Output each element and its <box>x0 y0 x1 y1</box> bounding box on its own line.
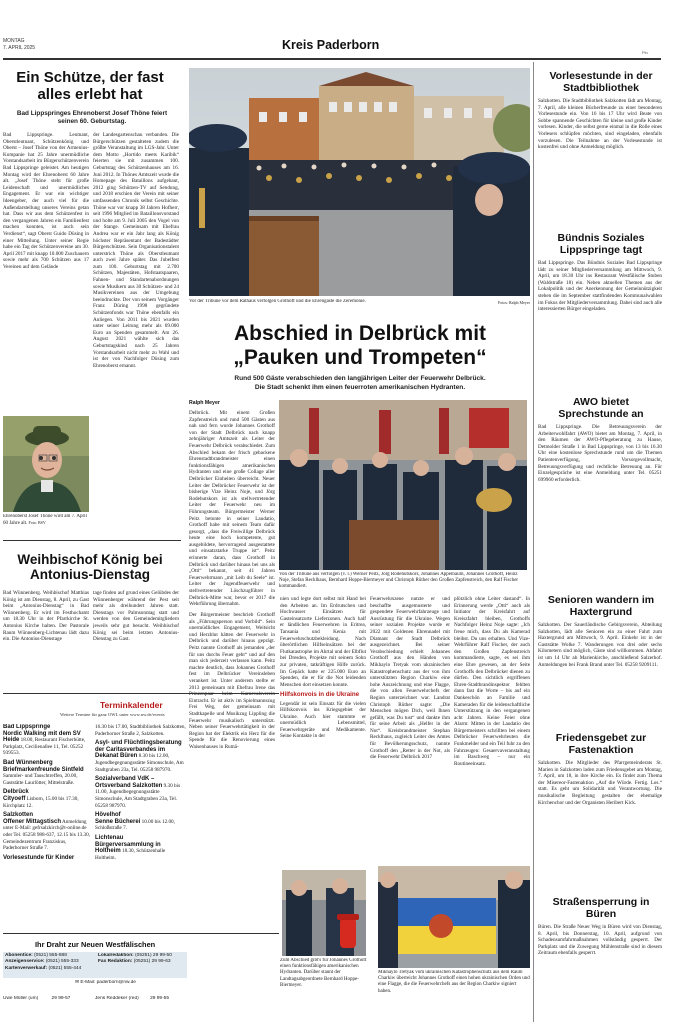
contact-label: Anzeigenservice: <box>5 959 45 965</box>
page-code: Pin <box>642 50 648 55</box>
weihbischof-col2: tage finden auf grund eines Gelübdes der Wünnenberger während der Pest seit mehr als dreihundert Jahren statt. Dienstags vor Palmsonntag statt und werden von den Gemeindemitgliedern jeweils sehr gut besucht. Weihbischof König sei beim letzten Antonius-Dienstag zu Gast. <box>93 590 179 643</box>
schuetze-headline: Ein Schütze, der fast alles erlebt hat <box>16 70 164 103</box>
delbrueck-subhead-2: Die Stadt schenkt ihm einen feuerroten amerikanischen Hydranten. <box>254 384 466 391</box>
termin-item-title: Cityoeff <box>3 795 26 802</box>
termin-left-col <box>3 724 91 924</box>
contact-col2 <box>98 953 186 966</box>
termin-item <box>3 789 91 809</box>
termin-item-place: Delbrück <box>3 789 29 796</box>
header-rule <box>3 58 661 60</box>
section-title: Kreis Paderborn <box>282 38 380 52</box>
termin-item-place: Salzkotten <box>3 812 34 819</box>
termin-item-place: Bad Lippspringe <box>3 724 51 730</box>
termin-item <box>3 724 91 757</box>
contact-label: Lokalredaktion: <box>98 953 134 958</box>
contact-email <box>75 980 136 985</box>
contact-value: (0521) 555-333 <box>45 959 79 965</box>
termin-item-title: Nordic Walking mit dem SV Heide <box>3 730 81 744</box>
awo-headline: AWO bietet Sprechstunde an <box>558 396 644 420</box>
main-photo-caption: Vor der Tribüne vor dem Rathaus verfolgen Grothoff und die Ehrengäste die Zeremonie. <box>189 299 366 304</box>
delbrueck-subhead-1: Rund 500 Gäste verabschieden den langjährigen Leiter der Feuerwehr Delbrück. <box>234 375 486 382</box>
ukraine-caption: Mikhaylo Tretyak vom ukrainischen Katastrophenschutz aus dem Raum Charkiw überreicht Johannes Grothoff einen hohen ukrainischen Orden und eine Flagge, die die Feuerwehrchefs aus der Region Charkiw signiert haben. <box>378 970 530 994</box>
termin-item-title: Offener Mittagstisch <box>3 818 62 825</box>
schuetze-bottom-rule <box>3 540 181 541</box>
termin-item-text: 8.30 bis 12.00, Jugendbegegnungsstätte Simonschule, Am Stadtgraben 23a, Tel. 05258 987970. <box>95 753 184 773</box>
delbrueck-col3 <box>280 596 366 846</box>
contact-label: Abonentice: <box>5 953 33 958</box>
termin-item <box>95 842 187 862</box>
termin-item-text: 18.00, Restaurant Fischerhütte, Parkplatz, Cecilienallee 11, Tel. 05252 939553. <box>3 737 86 757</box>
staff-name: Uwe Müller (um) <box>3 996 39 1001</box>
hydrant-caption: Zum Abschied gibt's für Johannes Grothoff einen funktionsfähigen amerikanischen Hydranten. Darüber staunt der Landtagsabgeordnete Bernhard Hoppe-Biermeyer. <box>280 958 367 988</box>
portrait-caption <box>3 514 89 528</box>
termin-item <box>3 812 91 852</box>
contact-label: Kartenverwerkauf: <box>5 965 48 971</box>
senioren-text: Salzkotten. Der Sauerländische Gebirgsverein, Abteilung Salzkotten, lädt alle Senioren ein zu einer Fahrt zum Haxtergrund am Mittwoch, 9. April. Einkehr ist in der Gaststätte Wolke 7. Wanderungen von drei oder sechs Kilometern sind möglich, Gäste sind willkommen. Abfahrt ist um 14 Uhr ab Marienkirche, anschließend Salzerhof. Anmeldungen bei Frank Brand unter Tel. 05258 9209111. <box>538 622 662 668</box>
footer-staff-mid <box>95 996 169 1001</box>
termin-item-text: Lisborn, 15.00 bis 17.30, Kirchplatz 12. <box>3 795 79 809</box>
header-date: 7. APRIL 2025 <box>3 45 36 51</box>
contact-value: (05251) 29 99-50 <box>135 953 172 958</box>
termin-title: Terminkalender <box>100 700 163 710</box>
header-day: MONTAG <box>3 38 25 44</box>
termin-item-text: 9.30 bis 11.00, Jugendbegegnungsstätte Simonschule, Am Stadtgraben 23a, Tel. 05258 987970. <box>95 782 181 809</box>
strasse-headline: Straßensperrung in Büren <box>552 896 650 920</box>
buendnis-headline: Bündnis Soziales Lippspringe tagt <box>557 232 645 256</box>
contact-value: (05251) 29 99-63 <box>133 959 171 965</box>
delbrueck-headline-2: „Pauken und Trompeten“ <box>233 346 487 369</box>
ukraine-photo <box>378 866 530 968</box>
termin-item-text: 18.30, Schützenhalle Holtheim. <box>95 848 166 861</box>
contact-value: (0521) 555-888 <box>34 953 67 958</box>
termin-item-title: Bürgerversammlung in Holtheim <box>95 841 161 855</box>
vorlese-text: Salzkotten. Die Stadtbibliothek Salzkotten lädt am Montag, 7. April, alle kleinen Bücherfreunde zu einer besonderen Vorlesestunde ein. Von 16 bis 17 Uhr wird Beate von Sobbe spannende Geschichten für kleine und große Kinder vorlesen. Kinder, die selbst gerne einmal in die Rolle eines Vorlesers schlüpfen möchten, sind eingeladen, ebenfalls vorzulesen. Die Teilnahme an der Vorlesestunde ist kostenfrei und ohne Anmeldung möglich. <box>538 98 662 151</box>
termin-subtitle: Weitere Termine für ganz OWL unter www.nw.de/events <box>60 712 165 717</box>
footer-staff-left <box>3 996 70 1001</box>
friedens-text: Salzkotten. Die Mitglieder des Pfarrgemeinderats St. Marien in Salzkotten laden zum Friedensgebet am Montag, 7. April, um 18, in ihre Kirche ein. Es findet zum Thema der Misereor-Fastenaktion „Auf die Würde. Fertig. Los.“ statt. Es geht um Solidarität und Verantwortung. Die musikalische Begleitung gestalten der ehemalige Kirchenchor und der Organisten Heribert Kick. <box>538 760 662 806</box>
schuetze-col2: der Landesgartenschau verbanden. Die Bürgerschützen gestalteten zudem die größte Veranstaltung im LGS-Jahr. Unter dem Motto „Hortido meets Karibik“ feierten sie mit zusammen 100. Geburtstag des Schützenhauses am 16. Juni 2012. In Thönes Amtszeit wurde die Homepage des Bataillons aufgebaut, 2012 ging Schützen-TV auf Sendung, und 2018 erschien der Verein mit seiner umfassenden Chronik selbst Geschichte. Thöne war vor knapp 38 Jahren Hofherr, seit 1996 Mitglied im Bataillonsvorstand und holte am 9. Juli 2005 den Vogel von der Stange. Gemeinsam mit Ehefrau Andrea war er ein Jahr lang als König höchster Repräsentant der Badestädter Bürgerschützen. Sein Organisationstalent unterstrich Thöne als Oberstleutnant auch zwei Jahre später. Das Jubelfest zum 100. Geburtstag mit 2.700 Schützen, Majestäten, Hofstaatspaaren, Fahnen- und Standartenabordnungen sowie Musikern aus 30 Schützen- und 24 Musikvereinen aus der Umgebung beeindruckte. Der von seinem Vorgänger Franz Düring 1998 gegründete Schützenfonds war Thöne ebenfalls ein Anliegen. Von 2011 bis 2021 wurden unter seiner Leitung mehr als 69.000 Euro an Spenden gesammelt. Am 26. August 2021 wählte sich das Geburtstagskind nach 25 Jahren Vorstandsarbeit nicht mehr zu Wahl und ist der von Nachfolger Düsing zum Ehrenoberst ernannt. <box>93 132 179 369</box>
termin-item <box>95 819 187 832</box>
hydrant-photo <box>282 870 366 956</box>
termin-item-text: Anmeldung unter E-Mail: gefrsalzkirch@t-online.de oder Tel. 05258 988-637, 12.15 bis 13.30, Gemeindezentrum Franziskus, Paderborner Straße 7. <box>3 818 91 852</box>
main-photo-credit: Fotos: Ralph Meyer <box>498 300 530 305</box>
ceremony-photo-illustration <box>189 68 530 296</box>
next-page-button[interactable] <box>632 498 662 538</box>
tribune-photo-illustration <box>279 400 527 570</box>
hilfskonvois-subhead: Hilfskonvois in die Ukraine <box>280 691 360 699</box>
contact-label: Fax Redaktion: <box>98 959 133 965</box>
portrait-credit: Foto: BSV <box>28 520 46 526</box>
contact-email-text: E-Mail: paderborn@nw.de <box>80 980 136 985</box>
staff-name: Jens Reddeker (red) <box>95 996 139 1001</box>
termin-mid-col <box>95 724 187 924</box>
weihbischof-col1: Bad Wünnenberg. Weihbischof Matthias König ist am Dienstag, 8. April, zu Gast beim „Antonius-Dienstag“ in Bad Wünnenberg. Er wird im Festhochamt um 18.30 Uhr in der Pfarrkirche St. Antonius Kirche halten. Der Pastorale Raum Wünnenberg-Lichtenau lädt dazu ein. Die Antonius-Dienstage <box>3 590 89 643</box>
delbrueck-col5: plötzlich ohne Leiter dastand“. In Erinnerung werde „Otti“ auch als Initiator der Kreisfahrt auf Kreiszfahrt bleiben, Grothoffs Nachfolger Heinz Noje sagte: „Ich freue mich, dass Du als Kamerad bleibst. Du uns erhalten. Und Vize-Wehrführer Ralf Fischer, der auch den Großen Zapfenstreich kommandierte, sagte, es sei ihm eine Ehre gewesen, an der Seite Grothoffs den Delbrücker dienen zu dürfen. Den sichtlich ergriffenen Ehren-Stadtbrandinspektor fehlten dann fast die Worte – bis auf ein Dankeschön an Familie und Kameraden für die leidenschaftliche Unterstützung in den vergangenen acht Jahren. Keine Feier ohne Alarm: Mitten in der Laudatio des Bürgermeisters schrillten bei einem Delbrücker Feuerwehrleuten die Funkmelder und ein Teil fuhr zu den Fahrzeugen: Gesaervaveranstaltung im Baschweg – nur ein Routineeinsatz. <box>454 596 530 767</box>
termin-item-place: Hövelhof <box>95 812 121 819</box>
main-photo <box>189 68 530 296</box>
buendnis-text: Bad Lippspringe. Das Bündnis Soziales Bad Lippspringe lädt zu seiner Mitgliederversammlung am Mittwoch, 9. April, um 18.30 Uhr ins Restaurant Westfälische Stuben (Waldstraße 18) ein. Neben aktuellen Themen aus der Lokalpolitik und der Anerkennung der Gemeinnützigkeit stehen die im September stattfindenden Kommunalwahlen im Fokus der Mitgliederversammlung. Dabei sind auch alle interessierten Bürger eingeladen. <box>538 260 662 313</box>
senioren-headline: Senioren wandern im Haxtergrund <box>547 594 655 618</box>
termin-item-title: Senne Bücherei <box>95 818 141 825</box>
awo-text: Bad Lippspringe. Die Betreuungsverein der Arbeiterwohlfahrt (AWO) bietet am Montag, 7. April, in den Räumen der AWO-Pflegeberatung zu Hause, Detmolder Straße 1 in Bad Lippspringe, von 13 bis 16.30 Uhr eine kostenlose Sprechstunde rund um die Themen Patientenverfügung, Vorsorgevollmacht, Betreuungsverfügung und rechtliche Betreuung an. Für Einzelgespräche ist eine Anmeldung unter Tel. 05251 699960 erforderlich. <box>538 424 662 483</box>
portrait-photo <box>3 416 89 512</box>
delbrueck-col1: Delbrück. Mit einem Großen Zapfenstreich und rund 500 Gästen aus nah und fern wurde Johannes Grothoff von der Stadt Delbrück nach knapp zehnjähriger Amtszeit als Leiter der Feuerwehr Delbrück verabschiedet. Zum Abschied bekam der frisch gebackene Ehrenstadtbrandmeister einen funktionsfähigen amerikanischen Hydranten und eine große Collage aller Delbrücker Einheiten überreicht. Neuer Leiter der Delbrücker Feuerwehr ist der bisherige Vize Heinz Noje, und Jörg Rodehutskors ist als stellvertretender Leiter der Feuerwehr neu im Führungsteam. Bürgermeister Werner Peitz betonte in seiner Laudatio, Grothoff habe mit seinem Team dafür gesorgt, „dass die Freiwillige Delbrück heute eine hoch kompetente, gut ausgebildete, hervorragend ausgestattete und einsatzstarke Truppe ist“. Peitz erinnerte daran, dass Grothoff in Delbrück und darüber hinaus bei uns als „Otti“ bekannt, seit 41 Jahren Feuerwehrmann „mit Leib du Seele“ ist. Leiter der Jugendfeuerwehr und stellvertretender Löschzugführer in Delbrück-Mitte war, bevor er 2017 die Wehrführung übernahm. <box>189 410 275 608</box>
termin-item-place: Lichtenau <box>95 834 124 841</box>
portrait-caption-text: Ehrenoberst Josef Thöne wird am 7. April 60 Jahre alt. <box>3 514 87 527</box>
weihbischof-headline: Weihbischof König bei Antonius-Dienstag <box>17 552 163 582</box>
termin-item <box>3 855 91 862</box>
envelope-icon: ✉ <box>75 980 80 985</box>
ukraine-photo-illustration <box>378 866 530 968</box>
tribune-caption: Von der Tribüne aus verfolgen (v. l.) Werner Peitz, Jörg Rodehutskors, Johannes Appelbaum, Johannes Grothoff, Heinz Noje, Stefan Recklhaus, Bernhard Hoppe-Biermeyer und Christoph Rüther den Großen Zapfenstreich, den Ralf Fischer kommandiert. <box>279 572 519 590</box>
contact-row <box>5 966 185 972</box>
termin-item-text: 16.30 bis 17.00, Stadtbibliothek Salzkotten, Paderborner Straße 2, Salzkotten. <box>95 724 186 737</box>
schuetze-col1: Bad Lippspringe. Leutnant, Oberstleutnant, Schützenkönig und Oberst – Josef Thöne von der Armenius-Kompanie hat 25 Jahre unermüdliche Vorstandsarbeit im Bürgerschützenverein Bad Lippspringe geleistet. Am heutigen Montag wird der Ehrenoberst 60 Jahre alt. „Josef Thöne steht für große Leidenschaft und unermüdliches Engagement. Er war ein wichtiger Ideengeber, der auch viel für die Außendarstellung unseres Vereins getan hat. Dass wir aus dem Schützenfest in den vergangenen Jahren ein Familienfest machen konnten, ist auch sein Verdienst“, sagt Oberst Guido Düsing in einer Mitteilung. Unter seiner Regie habe ein Tag der Schützenvereine am 30. April 2017 mit knapp 10.000 Zuschauern sowie mehr als 700 Schützen aus 17 Vereinen auf dem Gelände <box>3 132 89 270</box>
termin-item-title: Vorlesestunde für Kinder <box>3 854 75 861</box>
strasse-text: Büren. Die Straße Neuer Weg in Büren wird von Dienstag, 8. April, bis Donnerstag, 10. April, aufgrund von Schadensumfahrmaßnahmen vollständig gesperrt. Der Parkplatz und die Zuwegung Mühlenstraße sind in diesem Zeitraum ebenfalls gesperrt. <box>538 924 662 957</box>
termin-item-text: Sammler- und Tauschtreffen, 20.00, Gaststätte Laurlötter, Mittelstraße. <box>3 773 78 786</box>
chevron-right-icon <box>634 500 660 536</box>
friedens-headline: Friedensgebet zur Fastenaktion <box>555 732 647 756</box>
delbrueck-col2: Der Bürgermeister beschrieb Grothoff als „Führungsperson und Vorbild“. Sein unermüdliches Engagement, Weitsicht und Herzblut hätten der Feuerwehr in Delbrück und darüber hinaus geprägt. Peitz nannte Grothoff als jemanden „der für uns durchs Feuer geht“ und auf den man sich jederzeit verlassen kann. Peitz machte deutlich, dass Johannes Grothoff fest im Delbrücker Vereinsleben verankert ist. Unter anderem stellte er 2013 gemeinsam mit Ehefrau Irene das Prinzenpaar beim Karnevalsverein Eintracht. Er ist aktiv im Spielmannszug Frei Weg, der gemeinsam mit Stadtkapelle und Musikzug Lippling die Feuerwehr musikalisch unterstützt. Neben seiner Feuerwehrtätigkeit in der Region hat der Elektrik ein Herz für die Spende für die Renovierung eines Waisenhauses in Rumä- <box>189 612 275 750</box>
portrait-illustration <box>3 416 89 512</box>
termin-item <box>3 760 91 786</box>
sidebar-divider <box>533 62 534 1022</box>
schuetze-subhead: Bad Lippspringes Ehrenoberst Josef Thöne feiert seinen 60. Geburtstag. <box>16 110 168 125</box>
contact-box <box>3 952 187 978</box>
delbrueck-col3b-text: Legendär ist sein Einsatz für die vielen Hilfskonvois ins Kriegsgebiet der Ukraine. Auch hier stammte er unermüdlich Lebensmittel, Feuerwehrgeräte und Medikamente. Seine Kontakte in der <box>280 700 366 740</box>
contact-title: Ihr Draht zur Neuen Westfälischen <box>35 940 156 949</box>
staff-tel: 29 99-57 <box>51 996 71 1001</box>
delbrueck-col3-text: nien und legte dort selbst mit Hand bei den Arbeiten an. Im Erdrutschen und Hochwasser Einsätzen für Gasteinsatzorte Lieferzonen. Auch half er ländlichen Feuerwehren in Eritrea, Tansania und Kenia mit Feuerwehrschutzbekleidung. Nach überörtlichen Hilfseinsätzen bei der Flutkatastrophe im Ahrtal und der Elbflut bei Dresden, Projekte mit seinem Sohn zur privaten, tatkräftigen Hilfe zurück. Im Gepäck hatte er 225.000 Euro an Spenden, die er für die Not leidenden Menschen dort einsetzen konnte. <box>280 596 366 688</box>
hydrant-photo-illustration <box>282 870 366 956</box>
termin-item-title: Sozialverband VdK – Ortsverband Salzkotten <box>95 776 163 789</box>
tribune-photo <box>279 400 527 570</box>
termin-item <box>95 776 187 809</box>
termin-item-text: 10.00 bis 12.00, Schloßstraße 7. <box>95 818 175 832</box>
contact-value: (0521) 555-444 <box>48 965 82 971</box>
staff-tel: 29 99-55 <box>150 996 170 1001</box>
delbrueck-col4: Feuerwehrszene nutzte er und beschaffte ausgemusterte und gespendete Feuerwehrfahrzeuge und Ausrüstung für die Ukraine. Wegen seiner sozialen Projekte wurde er 2022 mit Goldenen Ehrennadel mit Diamant der Stadt Delbrück ausgezeichnet. Bei seiner Verabschiedung erhielt Johannes Grothoff aus den Händen von Mikhaylo Tretyak vom ukrainischen Katastrophenschutz aus der von ihm unterstützten Region Charkiw eine hohe Auszeichnung und eine Flagge, die von allen Feuerwehrchefs der Region unterzeichnet war. Landrat Christoph Rüther sagte: „Die Menschen mögen Dich, weil Ihnen gefällt, was Du tust“ und dankte ihm für seine Arbeit als „Helfer in der Not“. Kreisbrandmeister Stephan Recklhaus, zugleich Leiter des Amtes für Bevölkerungsschutz, nannte Grothoff den „Retter in der Not, als die Feuerwehr Delbrück 2017 <box>370 596 450 761</box>
termin-item-title: Asyl- und Flüchtlingsberatung der Caritasverbandes im Dekanat Büren <box>95 740 182 760</box>
contact-row <box>98 959 186 965</box>
termin-item-title: Briefmarkenfreunde Sintfeld <box>3 766 84 773</box>
termin-item <box>95 740 187 773</box>
termin-item-place: Bad Wünnenberg <box>3 759 53 766</box>
delbrueck-headline-1: Abschied in Delbrück mit <box>233 322 487 345</box>
delbrueck-author: Ralph Meyer <box>189 400 220 406</box>
termin-item <box>95 724 187 737</box>
vorlese-headline: Vorlesestunde in der Stadtbibliothek <box>549 70 653 94</box>
